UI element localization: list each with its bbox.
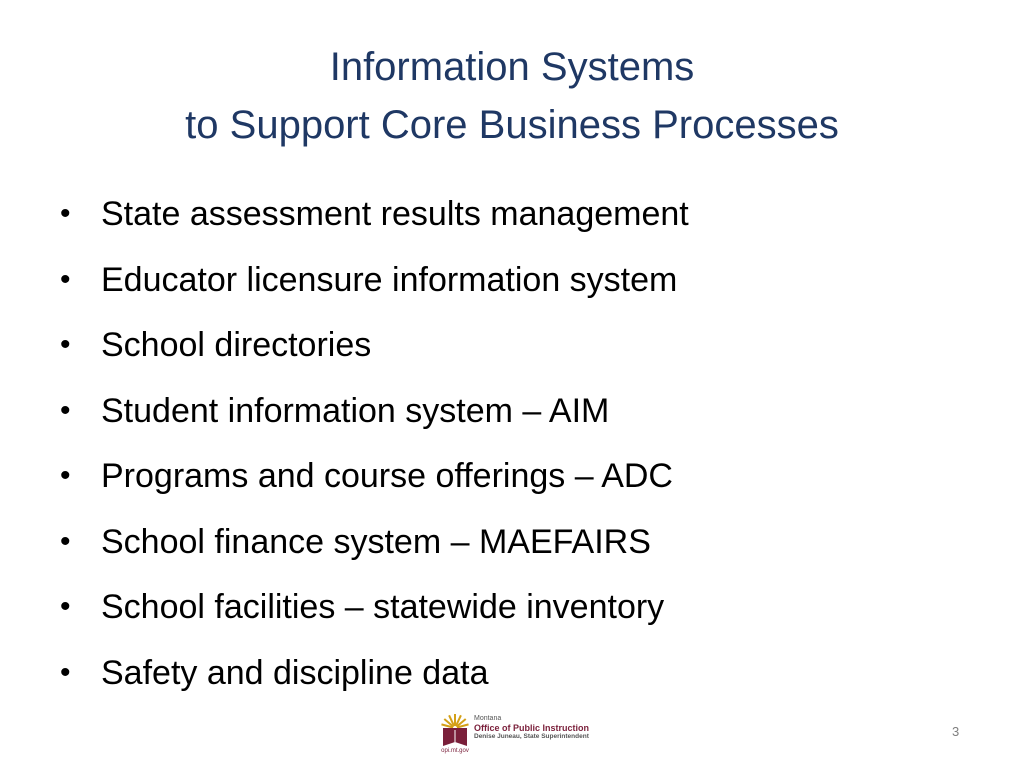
logo-text: [474, 715, 589, 741]
bullet-icon: •: [60, 655, 71, 689]
bullet-item: [60, 645, 990, 711]
bullet-text: School directories: [101, 326, 372, 364]
slide-title-line-1: Information Systems: [329, 45, 695, 89]
bullet-item: [60, 448, 990, 514]
footer-logo: [438, 712, 598, 756]
bullet-icon: •: [60, 590, 71, 623]
page-number: 3: [952, 724, 960, 739]
bullet-list: [60, 186, 990, 710]
bullet-text: School finance system – MAEFAIRS: [101, 522, 651, 561]
bullet-icon: •: [60, 459, 71, 492]
bullet-item: [60, 579, 990, 645]
logo-office: Office of Public Instruction: [474, 723, 590, 733]
bullet-text: Safety and discipline data: [101, 653, 489, 692]
slide-title: [0, 38, 1024, 154]
bullet-item: [60, 186, 990, 252]
bullet-item: [60, 252, 990, 318]
bullet-text: Programs and course offerings – ADC: [101, 457, 673, 495]
bullet-item: [60, 317, 990, 383]
logo-subtitle: Denise Juneau, State Superintendent: [474, 733, 589, 740]
slide-title-line-2: to Support Core Business Processes: [185, 103, 839, 147]
bullet-icon: •: [60, 328, 71, 361]
bullet-icon: •: [60, 197, 71, 230]
bullet-item: [60, 514, 990, 580]
logo-url: opi.mt.gov: [441, 748, 469, 754]
bullet-text: Student information system – AIM: [101, 391, 610, 430]
bullet-icon: •: [60, 393, 71, 427]
bullet-text: School facilities – statewide inventory: [101, 588, 665, 626]
bullet-text: Educator licensure information system: [101, 260, 678, 299]
bullet-icon: •: [60, 262, 71, 296]
logo-state: Montana: [474, 715, 502, 722]
bullet-item: [60, 383, 990, 449]
bullet-text: State assessment results management: [101, 195, 689, 233]
bullet-icon: •: [60, 524, 71, 558]
